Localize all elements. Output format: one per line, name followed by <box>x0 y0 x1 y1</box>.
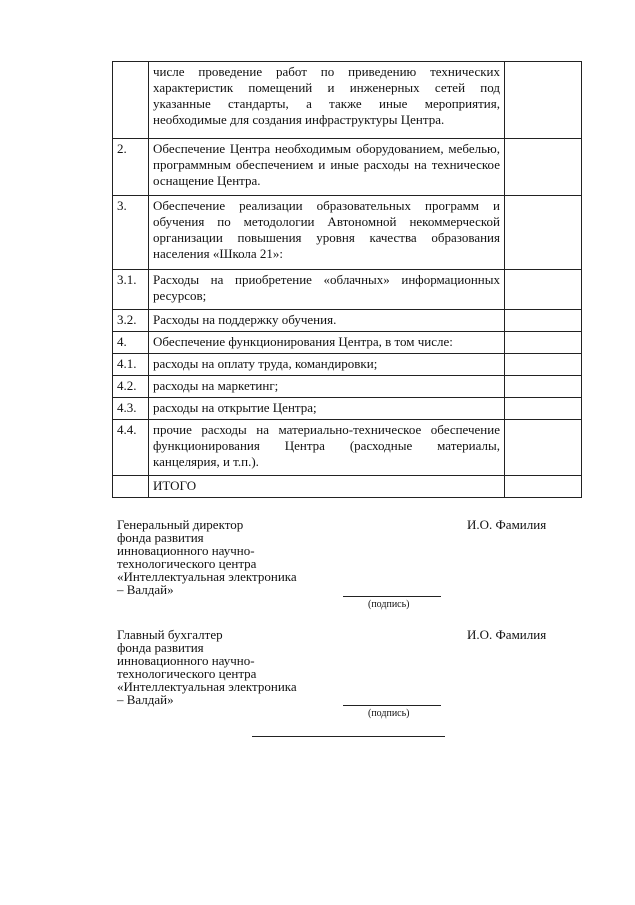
row-number: 2. <box>113 139 149 196</box>
row-amount <box>505 354 582 376</box>
title-line: Главный бухгалтер <box>117 627 223 642</box>
row-amount <box>505 332 582 354</box>
row-amount <box>505 270 582 310</box>
total-label: ИТОГО <box>149 476 505 498</box>
title-line: Генеральный директор <box>117 517 244 532</box>
row-number <box>113 62 149 139</box>
table-row-total <box>113 476 582 498</box>
row-description: прочие расходы на материально-техническое обеспечение функционирования Центра (расходные материалы, канцелярия, и т.п.). <box>149 420 505 476</box>
row-amount <box>505 196 582 270</box>
row-description: расходы на открытие Центра; <box>149 398 505 420</box>
budget-table <box>112 61 582 498</box>
row-amount <box>505 62 582 139</box>
table-row <box>113 270 582 310</box>
signatory-name: И.О. Фамилия <box>467 627 547 642</box>
row-description: Расходы на поддержку обучения. <box>149 310 505 332</box>
title-line: «Интеллектуальная электроника <box>117 569 297 584</box>
table-row <box>113 398 582 420</box>
closing-divider <box>252 736 445 737</box>
title-line: инновационного научно- <box>117 543 255 558</box>
row-amount <box>505 376 582 398</box>
signature-line <box>343 596 441 597</box>
signatory-title <box>117 628 337 706</box>
row-number: 3. <box>113 196 149 270</box>
row-number: 4.4. <box>113 420 149 476</box>
row-number: 4.1. <box>113 354 149 376</box>
row-description: Обеспечение Центра необходимым оборудованием, мебелью, программным обеспечением и иные расходы на техническое оснащение Центра. <box>149 139 505 196</box>
row-amount <box>505 398 582 420</box>
row-number: 4.2. <box>113 376 149 398</box>
signatory-name: И.О. Фамилия <box>467 517 547 532</box>
row-description: Расходы на приобретение «облачных» информационных ресурсов; <box>149 270 505 310</box>
row-number: 3.2. <box>113 310 149 332</box>
row-description: расходы на маркетинг; <box>149 376 505 398</box>
title-line: технологического центра <box>117 556 257 571</box>
title-line: фонда развития <box>117 640 204 655</box>
row-number <box>113 476 149 498</box>
title-line: – Валдай» <box>117 582 174 597</box>
title-line: – Валдай» <box>117 692 174 707</box>
row-description: числе проведение работ по приведению технических характеристик помещений и инженерных сетей под указанные стандарты, а также иные мероприятия, необходимые для создания инфраструктуры Центра. <box>149 62 505 139</box>
table-row <box>113 332 582 354</box>
row-description: Обеспечение реализации образовательных программ и обучения по методологии Автономной некоммерческой организации повышения уровня качества образования населения «Школа 21»: <box>149 196 505 270</box>
table-row <box>113 310 582 332</box>
row-description: Обеспечение функционирования Центра, в том числе: <box>149 332 505 354</box>
table-row <box>113 420 582 476</box>
table-row <box>113 62 582 139</box>
row-number: 4. <box>113 332 149 354</box>
signature-caption: (подпись) <box>368 708 410 719</box>
table-row <box>113 376 582 398</box>
row-amount <box>505 139 582 196</box>
total-amount <box>505 476 582 498</box>
table-row <box>113 354 582 376</box>
title-line: инновационного научно- <box>117 653 255 668</box>
signature-caption: (подпись) <box>368 599 410 610</box>
row-number: 3.1. <box>113 270 149 310</box>
row-amount <box>505 310 582 332</box>
title-line: «Интеллектуальная электроника <box>117 679 297 694</box>
row-description: расходы на оплату труда, командировки; <box>149 354 505 376</box>
title-line: технологического центра <box>117 666 257 681</box>
table-row <box>113 139 582 196</box>
signature-line <box>343 705 441 706</box>
table-row <box>113 196 582 270</box>
row-number: 4.3. <box>113 398 149 420</box>
signatory-title <box>117 518 337 596</box>
title-line: фонда развития <box>117 530 204 545</box>
row-amount <box>505 420 582 476</box>
